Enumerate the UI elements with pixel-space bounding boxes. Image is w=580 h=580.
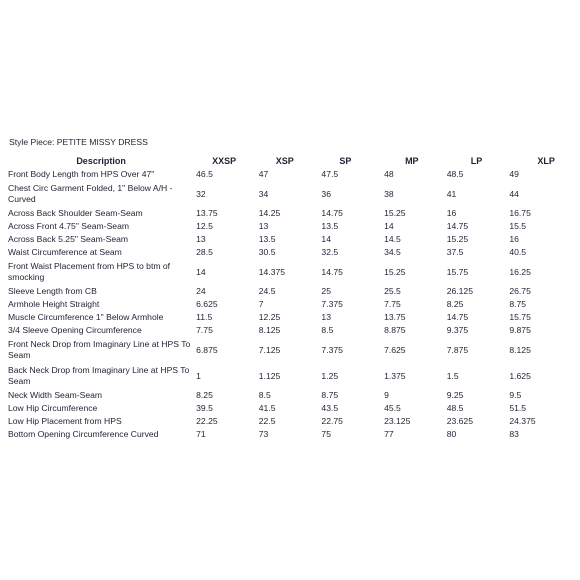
table-row xyxy=(6,298,572,311)
value-mp: 25.5 xyxy=(384,286,401,296)
value-lp: 80 xyxy=(446,429,457,439)
value-mp: 7.75 xyxy=(384,299,401,309)
value-lp: 48.5 xyxy=(446,403,464,413)
table-row xyxy=(6,311,572,324)
value-xsp: 7.125 xyxy=(258,344,281,355)
value-sp: 14.75 xyxy=(321,266,343,277)
value-xlp: 44 xyxy=(509,188,519,199)
row-description: Front Body Length from HPS Over 47" xyxy=(8,169,155,179)
value-mp: 14.5 xyxy=(384,234,401,244)
value-sp: 13 xyxy=(321,312,331,322)
value-lp: 9.375 xyxy=(446,325,469,335)
style-piece-title: Style Piece: PETITE MISSY DRESS xyxy=(9,137,148,147)
value-xsp: 1.125 xyxy=(258,370,281,381)
value-lp: 8.25 xyxy=(446,299,464,309)
value-mp: 34.5 xyxy=(384,247,401,257)
value-sp: 13.5 xyxy=(321,221,339,231)
value-sp: 14.75 xyxy=(321,208,343,218)
value-sp: 43.5 xyxy=(321,403,339,413)
value-xsp: 12.25 xyxy=(258,312,281,322)
value-xsp: 24.5 xyxy=(258,286,276,296)
value-xsp: 14.375 xyxy=(258,266,286,277)
value-mp: 9 xyxy=(384,390,389,400)
value-lp: 14.75 xyxy=(446,312,469,322)
value-xlp: 15.75 xyxy=(509,312,531,322)
value-xsp: 7 xyxy=(258,299,264,309)
row-description: Muscle Circumference 1" Below Armhole xyxy=(8,312,164,322)
value-xxsp: 12.5 xyxy=(196,221,213,231)
value-mp: 7.625 xyxy=(384,344,406,355)
table-row xyxy=(6,324,572,337)
column-header-xsp: XSP xyxy=(275,156,294,166)
column-header-lp: LP xyxy=(470,156,483,166)
column-header-xlp: XLP xyxy=(537,156,555,166)
row-description: Armhole Height Straight xyxy=(8,299,100,309)
value-lp: 15.25 xyxy=(446,234,469,244)
value-xxsp: 11.5 xyxy=(196,312,213,322)
value-mp: 14 xyxy=(384,221,394,231)
value-xxsp: 46.5 xyxy=(196,169,213,179)
value-sp: 25 xyxy=(321,286,331,296)
value-lp: 1.5 xyxy=(446,370,459,381)
size-spec-table xyxy=(6,155,572,441)
value-xsp: 8.125 xyxy=(258,325,281,335)
column-header-description: Description xyxy=(76,156,126,166)
value-xlp: 9.5 xyxy=(509,390,522,400)
value-lp: 15.75 xyxy=(446,266,469,277)
value-lp: 41 xyxy=(446,188,457,199)
value-xlp: 49 xyxy=(509,169,519,179)
table-row xyxy=(6,285,572,298)
value-sp: 47.5 xyxy=(321,169,339,179)
value-xsp: 14.25 xyxy=(258,208,281,218)
value-xlp: 15.5 xyxy=(509,221,527,231)
value-xlp: 8.125 xyxy=(509,344,531,355)
value-mp: 13.75 xyxy=(384,312,406,322)
value-xlp: 8.75 xyxy=(509,299,527,309)
value-xlp: 26.75 xyxy=(509,286,531,296)
value-lp: 48.5 xyxy=(446,169,464,179)
value-xlp: 24.375 xyxy=(509,416,536,426)
row-description: Sleeve Length from CB xyxy=(8,286,97,296)
value-lp: 26.125 xyxy=(446,286,473,296)
table-row xyxy=(6,259,572,285)
value-mp: 15.25 xyxy=(384,266,406,277)
value-xxsp: 1 xyxy=(196,370,201,381)
value-mp: 23.125 xyxy=(384,416,411,426)
table-row xyxy=(6,220,572,233)
row-description: Across Back Shoulder Seam-Seam xyxy=(8,208,143,218)
column-header-xxsp: XXSP xyxy=(212,156,237,166)
value-xsp: 8.5 xyxy=(258,390,271,400)
value-sp: 36 xyxy=(321,188,331,199)
value-lp: 37.5 xyxy=(446,247,464,257)
value-xsp: 47 xyxy=(258,169,269,179)
value-xxsp: 32 xyxy=(196,188,206,199)
table-row xyxy=(6,207,572,220)
table-row xyxy=(6,389,572,402)
value-sp: 22.75 xyxy=(321,416,343,426)
value-sp: 8.75 xyxy=(321,390,339,400)
value-xsp: 34 xyxy=(258,188,269,199)
value-xxsp: 6.625 xyxy=(196,299,218,309)
value-lp: 14.75 xyxy=(446,221,469,231)
table-row xyxy=(6,415,572,428)
value-xxsp: 71 xyxy=(196,429,206,439)
value-xlp: 9.875 xyxy=(509,325,531,335)
value-sp: 32.5 xyxy=(321,247,339,257)
value-xxsp: 39.5 xyxy=(196,403,213,413)
row-description: Bottom Opening Circumference Curved xyxy=(8,429,159,439)
value-xsp: 73 xyxy=(258,429,269,439)
value-xxsp: 7.75 xyxy=(196,325,213,335)
table-row xyxy=(6,337,572,363)
value-xxsp: 6.875 xyxy=(196,344,218,355)
value-mp: 15.25 xyxy=(384,208,406,218)
value-xsp: 41.5 xyxy=(258,403,276,413)
table-row xyxy=(6,428,572,441)
value-mp: 77 xyxy=(384,429,394,439)
table-row xyxy=(6,181,572,207)
value-xsp: 13 xyxy=(258,221,269,231)
row-description: Across Back 5.25" Seam-Seam xyxy=(8,234,129,244)
value-xsp: 22.5 xyxy=(258,416,276,426)
value-xsp: 30.5 xyxy=(258,247,276,257)
value-xlp: 1.625 xyxy=(509,370,531,381)
value-sp: 7.375 xyxy=(321,299,343,309)
value-xxsp: 28.5 xyxy=(196,247,213,257)
value-xlp: 51.5 xyxy=(509,403,527,413)
value-mp: 48 xyxy=(384,169,394,179)
value-mp: 8.875 xyxy=(384,325,406,335)
table-row xyxy=(6,233,572,246)
value-xxsp: 8.25 xyxy=(196,390,213,400)
value-sp: 8.5 xyxy=(321,325,334,335)
value-sp: 14 xyxy=(321,234,331,244)
value-xlp: 16.75 xyxy=(509,208,531,218)
row-description: Chest Circ Garment Folded, 1" Below A/H - Curved xyxy=(8,183,173,204)
value-mp: 45.5 xyxy=(384,403,401,413)
table-row xyxy=(6,168,572,181)
row-description: Neck Width Seam-Seam xyxy=(8,390,103,400)
table-row xyxy=(6,363,572,389)
table-row xyxy=(6,246,572,259)
value-mp: 38 xyxy=(384,188,394,199)
row-description: Front Waist Placement from HPS to btm of smocking xyxy=(8,261,171,282)
table-row xyxy=(6,402,572,415)
column-header-mp: MP xyxy=(405,156,419,166)
row-description: Across Front 4.75" Seam-Seam xyxy=(8,221,130,231)
row-description: Low Hip Circumference xyxy=(8,403,98,413)
value-xlp: 40.5 xyxy=(509,247,527,257)
table-header-row xyxy=(6,155,572,168)
value-sp: 75 xyxy=(321,429,331,439)
value-lp: 7.875 xyxy=(446,344,469,355)
value-lp: 16 xyxy=(446,208,457,218)
value-lp: 23.625 xyxy=(446,416,473,426)
value-mp: 1.375 xyxy=(384,370,406,381)
row-description: Waist Circumference at Seam xyxy=(8,247,122,257)
column-header-sp: SP xyxy=(339,156,352,166)
value-xxsp: 13 xyxy=(196,234,206,244)
value-xxsp: 24 xyxy=(196,286,206,296)
value-xlp: 16 xyxy=(509,234,519,244)
value-xxsp: 14 xyxy=(196,266,206,277)
value-xxsp: 13.75 xyxy=(196,208,218,218)
value-sp: 7.375 xyxy=(321,344,343,355)
value-xxsp: 22.25 xyxy=(196,416,218,426)
value-xlp: 16.25 xyxy=(509,266,531,277)
value-xsp: 13.5 xyxy=(258,234,276,244)
value-sp: 1.25 xyxy=(321,370,339,381)
row-description: Low Hip Placement from HPS xyxy=(8,416,122,426)
row-description: 3/4 Sleeve Opening Circumference xyxy=(8,325,142,335)
row-description: Front Neck Drop from Imaginary Line at HPS To Seam xyxy=(8,339,191,360)
value-xlp: 83 xyxy=(509,429,519,439)
row-description: Back Neck Drop from Imaginary Line at HPS To Seam xyxy=(8,365,190,386)
value-lp: 9.25 xyxy=(446,390,464,400)
